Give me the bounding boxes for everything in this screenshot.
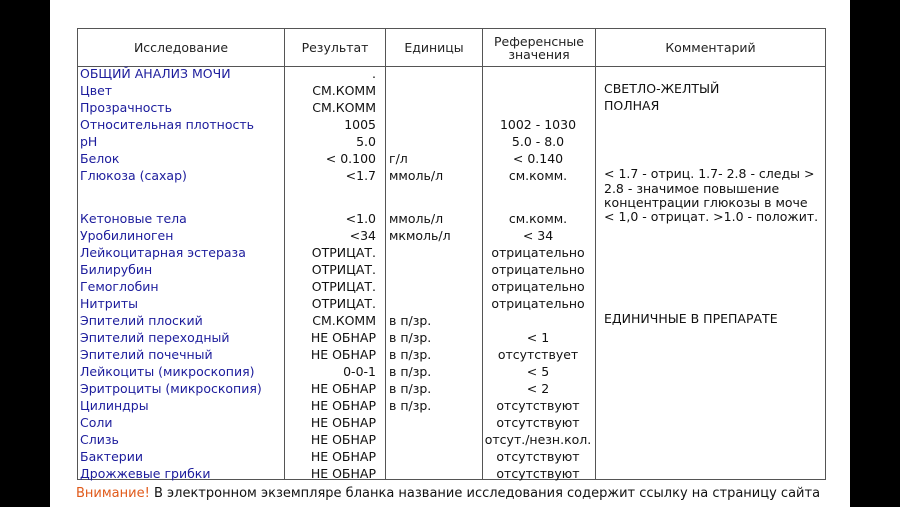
table-row (78, 397, 825, 414)
result-value: 5.0 (356, 134, 376, 149)
result-value: НЕ ОБНАР (310, 449, 376, 464)
result-value: ОТРИЦАТ. (311, 245, 376, 260)
test-name: Кетоновые тела (80, 211, 187, 226)
reference-value: отрицательно (491, 296, 585, 311)
test-name: Соли (80, 415, 113, 430)
header-reference (483, 29, 595, 66)
reference-value: 5.0 - 8.0 (511, 134, 565, 149)
footer-warning: Внимание! (76, 486, 150, 501)
table-row (78, 133, 825, 150)
comment-text: < 1,0 - отрицат. >1.0 - положит. (604, 209, 819, 224)
table-row (78, 363, 825, 380)
result-value: < 0.100 (325, 151, 376, 166)
header-comment: Комментарий (665, 40, 756, 55)
reference-value: отсут./незн.кол. (484, 432, 592, 447)
test-name: Гемоглобин (80, 279, 159, 294)
test-name: Слизь (80, 432, 119, 447)
table-row (78, 150, 825, 167)
table-row (78, 329, 825, 346)
table-row (78, 346, 825, 363)
test-name: Глюкоза (сахар) (80, 168, 187, 183)
result-value: НЕ ОБНАР (310, 432, 376, 447)
unit-value: в п/зр. (389, 398, 432, 413)
unit-value: в п/зр. (389, 347, 432, 362)
test-name: Относительная плотность (80, 117, 255, 132)
result-value: СМ.КОММ (312, 100, 376, 115)
table-row (78, 295, 825, 312)
table-row (78, 431, 825, 448)
unit-value: г/л (389, 151, 408, 166)
reference-value: см.комм. (508, 211, 568, 226)
reference-value: отсутствует (497, 347, 579, 362)
unit-value: в п/зр. (389, 381, 432, 396)
table-row (78, 380, 825, 397)
test-name: Эритроциты (микроскопия) (80, 381, 262, 396)
test-name: Дрожжевые грибки (80, 466, 211, 481)
result-value: 0-0-1 (343, 364, 376, 379)
reference-value: < 5 (526, 364, 550, 379)
table-row (78, 414, 825, 431)
result-value: СМ.КОММ (312, 313, 376, 328)
table-row (78, 99, 825, 116)
table-row (78, 278, 825, 295)
header-test: Исследование (133, 40, 229, 55)
table-row (78, 465, 825, 482)
header-reference-line1: Референсные (493, 33, 584, 49)
header-result: Результат (301, 40, 369, 55)
table-row (78, 116, 825, 133)
result-value: ОТРИЦАТ. (311, 296, 376, 311)
unit-value: в п/зр. (389, 313, 432, 328)
comment-text: ПОЛНАЯ (604, 98, 660, 113)
table-header (78, 29, 825, 67)
unit-value: ммоль/л (389, 168, 444, 183)
table-row (78, 448, 825, 465)
reference-value: см.комм. (508, 168, 568, 183)
result-value: НЕ ОБНАР (310, 398, 376, 413)
test-name: Цвет (80, 83, 113, 98)
reference-value: < 2 (526, 381, 550, 396)
test-name: ОБЩИЙ АНАЛИЗ МОЧИ (80, 66, 231, 81)
test-name: Прозрачность (80, 100, 172, 115)
test-name: Эпителий переходный (80, 330, 230, 345)
result-value: 1005 (344, 117, 376, 132)
lab-report-page (50, 0, 850, 507)
result-value: <34 (349, 228, 376, 243)
header-units: Единицы (404, 40, 464, 55)
table-row (78, 166, 825, 210)
unit-value: ммоль/л (389, 211, 444, 226)
reference-value: отрицательно (491, 245, 585, 260)
result-value: СМ.КОММ (312, 83, 376, 98)
result-value: ОТРИЦАТ. (311, 279, 376, 294)
test-name: Эпителий почечный (80, 347, 213, 362)
result-value: НЕ ОБНАР (310, 415, 376, 430)
test-name: Нитриты (80, 296, 139, 311)
result-value: ОТРИЦАТ. (311, 262, 376, 277)
result-value: НЕ ОБНАР (310, 347, 376, 362)
results-table (77, 28, 826, 480)
test-name: Цилиндры (80, 398, 149, 413)
unit-value: в п/зр. (389, 330, 432, 345)
unit-value: мкмоль/л (389, 228, 451, 243)
test-name: pH (80, 134, 98, 149)
result-value: НЕ ОБНАР (310, 381, 376, 396)
reference-value: отсутствуют (496, 415, 580, 430)
reference-value: отсутствуют (496, 466, 580, 481)
unit-value: в п/зр. (389, 364, 432, 379)
reference-value: отсутствуют (496, 449, 580, 464)
result-value: <1.0 (345, 211, 376, 226)
footer-note (76, 486, 820, 501)
comment-text: СВЕТЛО-ЖЕЛТЫЙ (604, 81, 720, 96)
header-reference-line2: значения (508, 46, 570, 62)
comment-text: ЕДИНИЧНЫЕ В ПРЕПАРАТЕ (604, 311, 778, 326)
reference-value: < 34 (522, 228, 554, 243)
reference-value: < 1 (526, 330, 550, 345)
table-row (78, 65, 825, 82)
reference-value: отрицательно (491, 279, 585, 294)
result-value: НЕ ОБНАР (310, 330, 376, 345)
reference-value: отрицательно (491, 262, 585, 277)
test-name: Лейкоциты (микроскопия) (80, 364, 255, 379)
result-value: . (372, 66, 376, 81)
test-name: Лейкоцитарная эстераза (80, 245, 246, 260)
table-row (78, 210, 825, 227)
test-name: Билирубин (80, 262, 153, 277)
table-row (78, 244, 825, 261)
table-row (78, 261, 825, 278)
test-name: Бактерии (80, 449, 143, 464)
comment-text: < 1.7 - отриц. 1.7- 2.8 - следы > 2.8 - значимое повышение концентрации глюкозы в моче (604, 166, 815, 210)
result-value: <1.7 (345, 168, 376, 183)
footer-text: В электронном экземпляре бланка название исследования содержит ссылку на страницу сайта (149, 486, 821, 501)
test-name: Эпителий плоский (80, 313, 203, 328)
reference-value: < 0.140 (512, 151, 564, 166)
result-value: НЕ ОБНАР (310, 466, 376, 481)
table-row (78, 227, 825, 244)
reference-value: отсутствуют (496, 398, 580, 413)
test-name: Белок (80, 151, 120, 166)
test-name: Уробилиноген (80, 228, 174, 243)
table-row (78, 312, 825, 329)
table-row (78, 82, 825, 99)
reference-value: 1002 - 1030 (499, 117, 577, 132)
